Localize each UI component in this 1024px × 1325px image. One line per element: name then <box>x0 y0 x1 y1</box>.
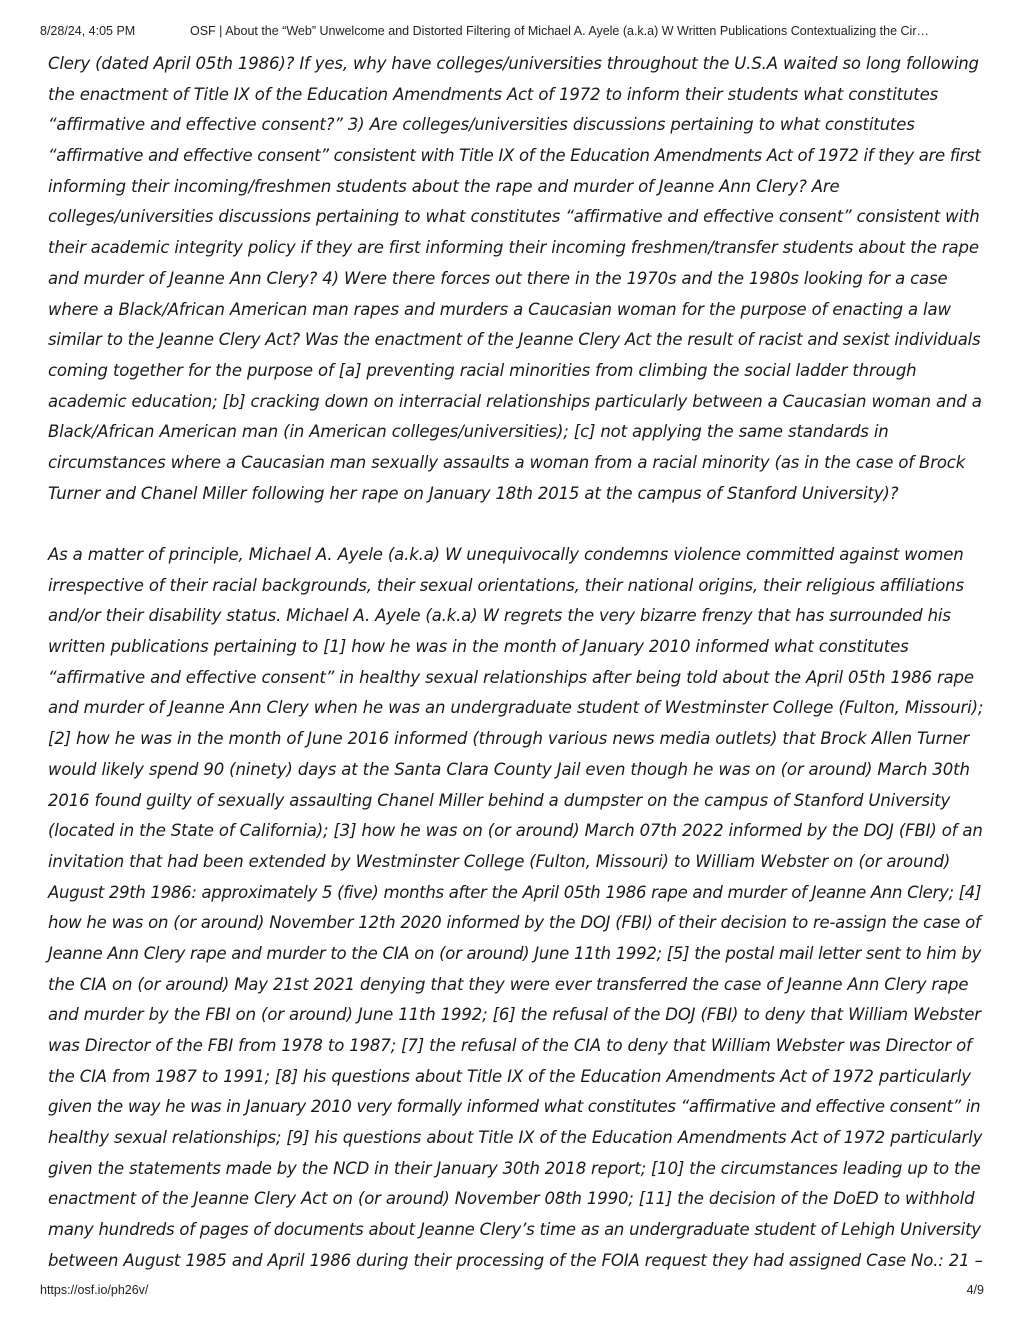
text-line: written publications pertaining to [1] how he was in the month of January 2010 informed what constitutes <box>48 637 909 657</box>
text-line: between August 1985 and April 1986 during their processing of the FOIA request they had assigned Case No.: 21 – <box>48 1250 983 1270</box>
text-line: coming together for the purpose of [a] preventing racial minorities from climbing the social ladder through <box>48 360 917 380</box>
paragraph-2 <box>48 540 983 1277</box>
text-line: enactment of the Jeanne Clery Act on (or around) November 08th 1990; [11] the decision of the DoED to withhold <box>48 1189 975 1209</box>
text-line: circumstances where a Caucasian man sexually assaults a woman from a racial minority (as in the case of Brock <box>48 452 966 472</box>
text-line: their academic integrity policy if they are first informing their incoming freshmen/transfer students about the rape <box>48 238 979 258</box>
paragraph-1 <box>48 49 983 509</box>
text-line: the CIA on (or around) May 21st 2021 denying that they were ever transferred the case of Jeanne Ann Clery rape <box>48 974 969 994</box>
text-line: August 29th 1986: approximately 5 (five) months after the April 05th 1986 rape and murder of Jeanne Ann Clery; [4] <box>48 882 982 902</box>
page-number: 4/9 <box>966 1283 984 1297</box>
paragraph-spacer <box>48 509 983 540</box>
page-url[interactable]: https://osf.io/ph26v/ <box>40 1283 149 1297</box>
text-line: colleges/universities discussions pertaining to what constitutes “affirmative and effective consent” consistent with <box>48 207 980 227</box>
text-line: where a Black/African American man rapes and murders a Caucasian woman for the purpose of enacting a law <box>48 299 951 319</box>
text-line: and murder of Jeanne Ann Clery? 4) Were there forces out there in the 1970s and the 1980s looking for a case <box>48 268 948 288</box>
text-line: Turner and Chanel Miller following her rape on January 18th 2015 at the campus of Stanford University)? <box>48 483 899 503</box>
text-line: given the statements made by the NCD in their January 30th 2018 report; [10] the circumstances leading up to the <box>48 1158 981 1178</box>
text-line: similar to the Jeanne Clery Act? Was the enactment of the Jeanne Clery Act the result of racist and sexist individuals <box>48 330 981 350</box>
page-title: OSF | About the “Web” Unwelcome and Distorted Filtering of Michael A. Ayele (a.k.a) W Written Publications Contextualizing the Cir… <box>190 24 929 38</box>
text-line: invitation that had been extended by Westminster College (Fulton, Missouri) to William Webster on (or around) <box>48 851 951 871</box>
print-datetime: 8/28/24, 4:05 PM <box>40 24 136 38</box>
text-line: would likely spend 90 (ninety) days at the Santa Clara County Jail even though he was on (or around) March 30th <box>48 759 970 779</box>
text-line: “affirmative and effective consent” in healthy sexual relationships after being told about the April 05th 1986 rape <box>48 667 974 687</box>
text-line: “affirmative and effective consent?” 3) Are colleges/universities discussions pertaining to what constitutes <box>48 115 915 135</box>
document-body <box>48 49 983 1277</box>
text-line: Jeanne Ann Clery rape and murder to the CIA on (or around) June 11th 1992; [5] the postal mail letter sent to him by <box>48 943 982 963</box>
text-line: and murder of Jeanne Ann Clery when he was an undergraduate student of Westminster College (Fulton, Missouri); <box>48 698 984 718</box>
text-line: As a matter of principle, Michael A. Ayele (a.k.a) W unequivocally condemns violence committed against women <box>48 545 964 564</box>
text-line: 2016 found guilty of sexually assaulting Chanel Miller behind a dumpster on the campus of Stanford University <box>48 790 951 810</box>
text-line: Clery (dated April 05th 1986)? If yes, why have colleges/universities throughout the U.S.A waited so long following <box>48 54 979 73</box>
text-line: healthy sexual relationships; [9] his questions about Title IX of the Education Amendments Act of 1972 particularly <box>48 1128 983 1148</box>
text-line: [2] how he was in the month of June 2016 informed (through various news media outlets) that Brock Allen Turner <box>48 729 970 749</box>
text-line: (located in the State of California); [3] how he was on (or around) March 07th 2022 informed by the DOJ (FBI) of an <box>48 821 983 841</box>
print-header <box>40 24 984 42</box>
text-line: academic education; [b] cracking down on interracial relationships particularly between a Caucasian woman and a <box>48 391 982 411</box>
text-line: Black/African American man (in American colleges/universities); [c] not applying the same standards in <box>48 422 889 442</box>
text-line: given the way he was in January 2010 very formally informed what constitutes “affirmative and effective consent” in <box>48 1097 981 1117</box>
text-line: irrespective of their racial backgrounds, their sexual orientations, their national origins, their religious affiliations <box>48 575 964 595</box>
text-line: was Director of the FBI from 1978 to 1987; [7] the refusal of the CIA to deny that William Webster was Director of <box>48 1036 972 1055</box>
text-line: how he was on (or around) November 12th 2020 informed by the DOJ (FBI) of their decision to re-assign the case of <box>48 913 981 933</box>
text-line: informing their incoming/freshmen students about the rape and murder of Jeanne Ann Clery? Are <box>48 176 840 196</box>
text-line: many hundreds of pages of documents about Jeanne Clery’s time as an undergraduate student of Lehigh University <box>48 1220 981 1240</box>
text-line: the enactment of Title IX of the Education Amendments Act of 1972 to inform their students what constitutes <box>48 84 939 104</box>
text-line: and/or their disability status. Michael A. Ayele (a.k.a) W regrets the very bizarre frenzy that has surrounded his <box>48 606 951 626</box>
text-line: and murder by the FBI on (or around) June 11th 1992; [6] the refusal of the DOJ (FBI) to deny that William Webster <box>48 1005 981 1025</box>
print-footer <box>40 1283 984 1301</box>
text-line: the CIA from 1987 to 1991; [8] his questions about Title IX of the Education Amendments Act of 1972 particularly <box>48 1066 971 1086</box>
text-line: “affirmative and effective consent” consistent with Title IX of the Education Amendments Act of 1972 if they are first <box>48 146 981 166</box>
